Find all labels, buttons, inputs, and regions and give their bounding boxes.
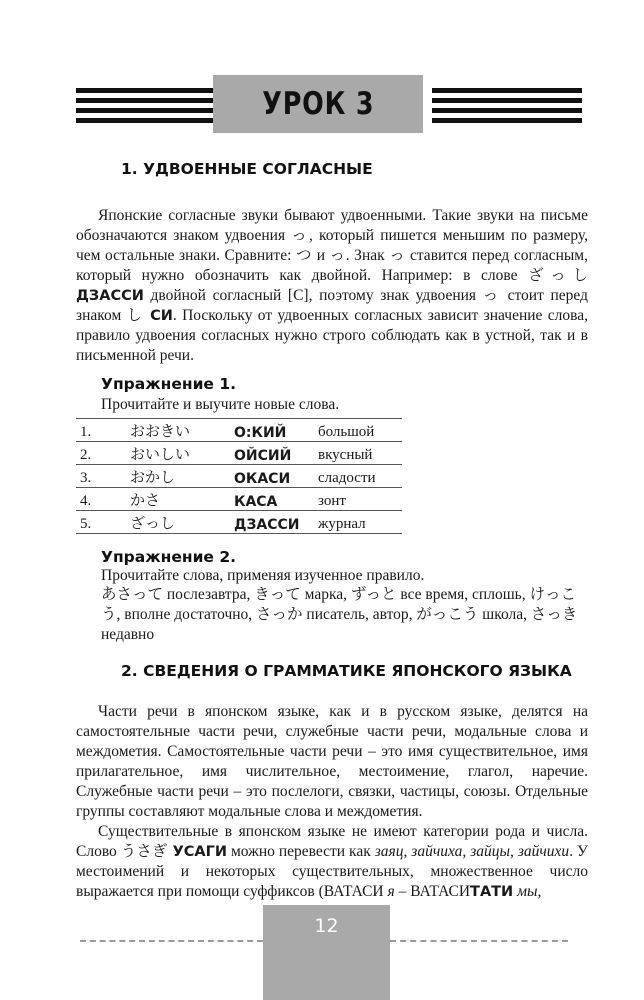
section1-run: . Поскольку от удвоенных согласных зависит значение слова, правило удвоения согласных нужно строго соблюдать как в устной, так и в письменной речи. [76, 307, 588, 364]
romaji-reading: КАСА [234, 488, 318, 511]
translation: зонт [318, 488, 402, 511]
section2-run: УСАГИ [167, 844, 228, 860]
kana-word: かさ [130, 488, 234, 511]
romaji-reading: ОЙСИЙ [234, 442, 318, 465]
header-stripes-left [76, 82, 226, 128]
kana-word: おおきい [130, 419, 234, 442]
section2-run: Существительные в японском языке не имеют категории рода и числа. Слово [76, 823, 588, 860]
kana-word: ざっし [130, 511, 234, 534]
translation: сладости [318, 465, 402, 488]
section1-paragraph [76, 206, 588, 366]
vocabulary-row [76, 511, 402, 534]
section2-run: мы [517, 883, 538, 900]
section1-run: , который пишется меньшим по размеру, чем остальные знаки. Сравните: [76, 227, 588, 264]
section1-run: Японские согласные звуки бывают удвоенными. Такие звуки на письме обозначаются знаком удвоения [76, 207, 588, 244]
exercise1-title: Упражнение 1. [101, 375, 237, 393]
exercise2-title: Упражнение 2. [101, 548, 237, 566]
section2-run: я [387, 883, 395, 900]
romaji-reading: ДЗАССИ [234, 511, 318, 534]
vocabulary-row [76, 465, 402, 488]
romaji-reading: О:КИЙ [234, 419, 318, 442]
section2-run: うさぎ [120, 843, 168, 860]
page-number: 12 [314, 915, 339, 937]
section1-run: っ [482, 287, 501, 304]
translation: вкусный [318, 442, 402, 465]
section1-run: っ [291, 227, 309, 244]
section2-run: можно перевести как [227, 843, 375, 860]
section2-run: . У местоимений и некоторых существительных, множественное число выражается при помощи суффиксов (ВАТАСИ [76, 843, 588, 900]
section1-run: ざっし [528, 267, 588, 284]
section1-run: つ и っ [295, 247, 346, 264]
section1-run: . Знак [345, 247, 390, 264]
lesson-title-box [213, 75, 423, 133]
header-stripes-right [432, 82, 582, 128]
footer-dashes-right [390, 940, 568, 942]
vocabulary-table [76, 418, 402, 534]
row-number: 3. [76, 465, 130, 488]
section2-heading: 2. СВЕДЕНИЯ О ГРАММАТИКЕ ЯПОНСКОГО ЯЗЫКА [121, 662, 572, 680]
vocabulary-row [76, 419, 402, 442]
exercise1-instruction: Прочитайте и выучите новые слова. [101, 396, 340, 413]
section2-run: заяц, зайчиха, зайцы, зайчихи [374, 843, 570, 860]
section2-paragraph2 [76, 822, 588, 902]
row-number: 4. [76, 488, 130, 511]
section2-text [76, 702, 588, 902]
translation: журнал [318, 511, 402, 534]
section2-run: , [537, 883, 542, 900]
row-number: 2. [76, 442, 130, 465]
footer-dashes-left [80, 940, 263, 942]
section1-run: し [126, 307, 144, 324]
vocabulary-row [76, 442, 402, 465]
vocabulary-row [76, 488, 402, 511]
translation: большой [318, 419, 402, 442]
section1-run: ДЗАССИ [76, 288, 144, 304]
section1-heading: 1. УДВОЕННЫЕ СОГЛАСНЫЕ [121, 160, 373, 178]
kana-word: おかし [130, 465, 234, 488]
section2-paragraph1: Части речи в японском языке, как и в русском языке, делятся на самостоятельные части речи, служебные части речи, модальные слова и междометия. Самостоятельные части речи – это имя существительное, имя прилагательное, имя числительное, местоимение, глагол, наречие. Служебные части речи – это послелоги, связки, частицы, союзы. Отдельные группы составляют модальные слова и междометия. [76, 703, 588, 820]
row-number: 1. [76, 419, 130, 442]
exercise2-instruction: Прочитайте слова, применяя изученное правило. [101, 567, 425, 584]
section1-run: っ [389, 247, 406, 264]
row-number: 5. [76, 511, 130, 534]
kana-word: おいしい [130, 442, 234, 465]
section1-run: стоит перед знаком [76, 287, 588, 324]
section1-run: двойной согласный [С], поэтому знак удвоения [143, 287, 483, 304]
section2-run: – ВАТАСИ [394, 883, 471, 900]
exercise2-words: あさって послезавтра, きって марка, ずっと все время, сплошь, けっこう, вполне достаточно, さっか писатель, автор, がっこう школа, さっき недавно [101, 586, 578, 643]
section1-run: СИ [143, 308, 173, 324]
lesson-title: УРОК 3 [261, 86, 375, 122]
romaji-reading: ОКАСИ [234, 465, 318, 488]
section2-run: ТАТИ [470, 884, 514, 900]
section1-run: ставится перед согласным, который нужно обозначить как двойной. Например: в слове [76, 247, 588, 284]
